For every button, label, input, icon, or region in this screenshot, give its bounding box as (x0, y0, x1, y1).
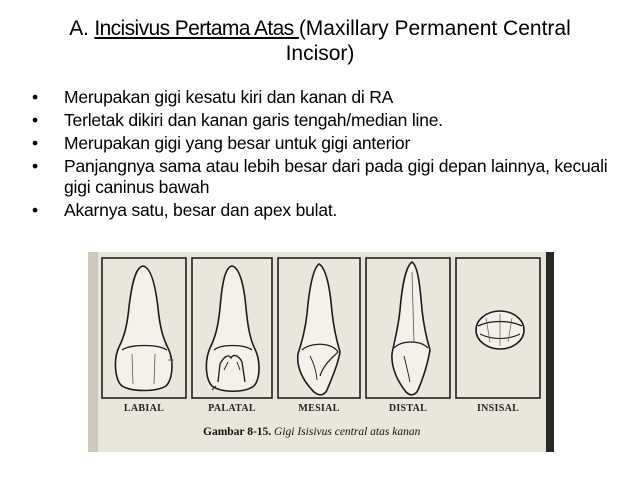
title-main: Incisivus Pertama Atas (94, 17, 299, 40)
tooth-labial (115, 266, 174, 391)
tooth-palatal (206, 266, 259, 391)
bullet-text: Merupakan gigi kesatu kiri dan kanan di RA (64, 87, 394, 107)
bullet-dot: • (32, 87, 38, 107)
bullet-text: Terletak dikiri dan kanan garis tengah/median line. (64, 110, 443, 130)
bullet-dot: • (32, 200, 38, 220)
bullet-dot: • (32, 156, 38, 176)
slide-title (60, 16, 580, 66)
tooth-mesial (298, 264, 340, 395)
bullet-text: Akarnya satu, besar dan apex bulat. (64, 200, 338, 220)
tooth-insisal (476, 311, 524, 349)
caption-text: Gigi Isisivus central atas kanan (274, 426, 421, 438)
view-label-labial: LABIAL (123, 403, 165, 414)
tooth-distal (392, 262, 430, 395)
bullet-dot: • (32, 110, 38, 130)
title-english: (Maxillary Permanent Central Incisor) (285, 17, 571, 65)
bullet-item (32, 200, 622, 221)
bullet-dot: • (32, 133, 38, 153)
title-prefix: A. (69, 17, 89, 40)
figure-caption (203, 426, 420, 438)
view-label-insisal: INSISAL (476, 403, 520, 414)
view-label-distal: DISTAL (388, 403, 428, 414)
bullet-item (32, 133, 622, 154)
bullet-item (32, 156, 622, 198)
bullet-item (32, 87, 622, 108)
bullet-text: Panjangnya sama atau lebih besar dari pada gigi depan lainnya, kecuali gigi caninus bawah (64, 156, 608, 197)
view-label-mesial: MESIAL (298, 403, 340, 414)
tooth-drawings (88, 252, 554, 452)
bullet-text: Merupakan gigi yang besar untuk gigi anterior (64, 133, 411, 153)
caption-number: Gambar 8-15. (203, 426, 272, 438)
bullet-item (32, 110, 622, 131)
view-label-palatal: PALATAL (208, 403, 256, 414)
tooth-figure (88, 252, 554, 452)
bullet-list (32, 87, 622, 223)
